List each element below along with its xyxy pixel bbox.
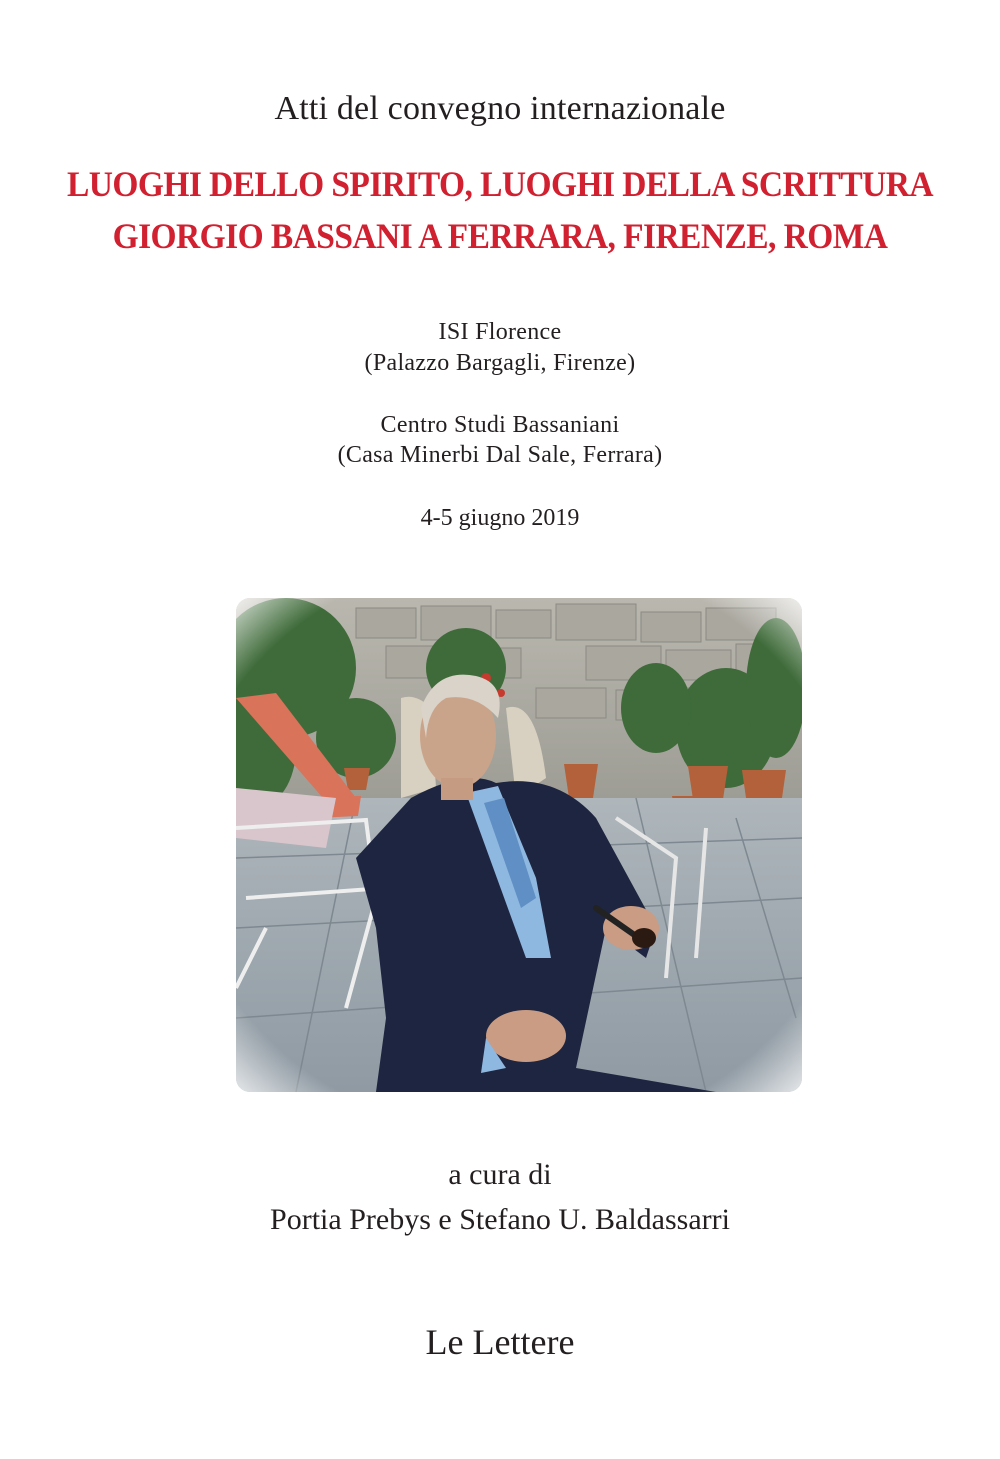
- title-line-1: LUOGHI DELLO SPIRITO, LUOGHI DELLA SCRITTURA: [66, 164, 933, 204]
- conference-subtitle: Atti del convegno internazionale: [274, 90, 726, 127]
- publisher-name: Le Lettere: [425, 1322, 575, 1362]
- editors-label: a cura di: [448, 1158, 552, 1191]
- author-photo: [236, 598, 802, 1092]
- venue-1-name: ISI Florence: [438, 319, 562, 345]
- conference-date: 4-5 giugno 2019: [420, 505, 580, 531]
- editors-names: Portia Prebys e Stefano U. Baldassarri: [270, 1203, 730, 1236]
- title-line-2: GIORGIO BASSANI A FERRARA, FIRENZE, ROMA: [112, 216, 888, 256]
- venue-2-name: Centro Studi Bassaniani: [380, 412, 620, 438]
- venue-2-place: (Casa Minerbi Dal Sale, Ferrara): [337, 442, 663, 468]
- venue-1-place: (Palazzo Bargagli, Firenze): [364, 350, 636, 376]
